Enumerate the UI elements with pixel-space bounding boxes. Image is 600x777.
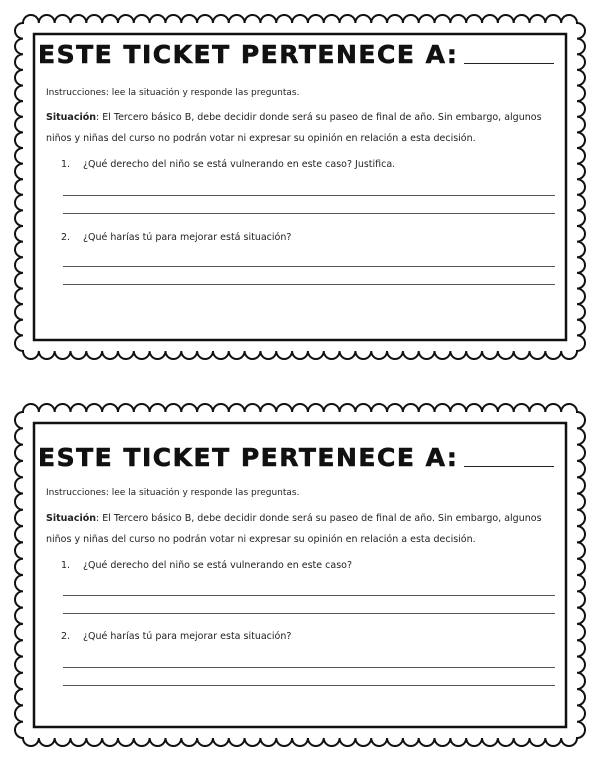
instructions: Instrucciones: lee la situación y responde las preguntas.: [46, 88, 300, 98]
situation-label: Situación: [46, 513, 96, 524]
question-text: ¿Qué derecho del niño se está vulnerando en este caso?: [83, 560, 352, 571]
name-blank-line[interactable]: [464, 466, 554, 467]
ticket-2: [14, 403, 586, 747]
ticket-title: ESTE TICKET PERTENECE A:: [38, 443, 459, 472]
question-2: [61, 232, 291, 243]
answer-line[interactable]: [63, 213, 555, 214]
situation: [46, 508, 558, 550]
instructions: Instrucciones: lee la situación y responde las preguntas.: [46, 488, 300, 498]
question-number: 1.: [61, 560, 71, 571]
situation-text: : El Tercero básico B, debe decidir donde será su paseo de final de año. Sin embargo, algunos niños y niñas del curso no podrán votar ni expresar su opinión en relación a esta decisión.: [46, 513, 542, 545]
question-1: [61, 159, 395, 170]
answer-line[interactable]: [63, 266, 555, 267]
answer-line[interactable]: [63, 195, 555, 196]
situation-text: : El Tercero básico B, debe decidir donde será su paseo de final de año. Sin embargo, algunos niños y niñas del curso no podrán votar ni expresar su opinión en relación a esta decisión.: [46, 112, 542, 144]
situation: [46, 107, 558, 149]
situation-label: Situación: [46, 112, 96, 123]
answer-line[interactable]: [63, 667, 555, 668]
question-number: 2.: [61, 631, 71, 642]
question-number: 2.: [61, 232, 71, 243]
answer-line[interactable]: [63, 685, 555, 686]
answer-line[interactable]: [63, 284, 555, 285]
question-1: [61, 560, 352, 571]
name-blank-line[interactable]: [464, 63, 554, 64]
answer-line[interactable]: [63, 613, 555, 614]
ticket-title-row: [38, 42, 554, 67]
question-2: [61, 631, 291, 642]
ticket-1: [14, 14, 586, 360]
question-number: 1.: [61, 159, 71, 170]
answer-line[interactable]: [63, 595, 555, 596]
question-text: ¿Qué derecho del niño se está vulnerando en este caso? Justifica.: [83, 159, 396, 170]
question-text: ¿Qué harías tú para mejorar está situación?: [83, 232, 292, 243]
question-text: ¿Qué harías tú para mejorar esta situación?: [83, 631, 292, 642]
ticket-title-row: [38, 445, 554, 470]
ticket-title: ESTE TICKET PERTENECE A:: [38, 40, 459, 69]
